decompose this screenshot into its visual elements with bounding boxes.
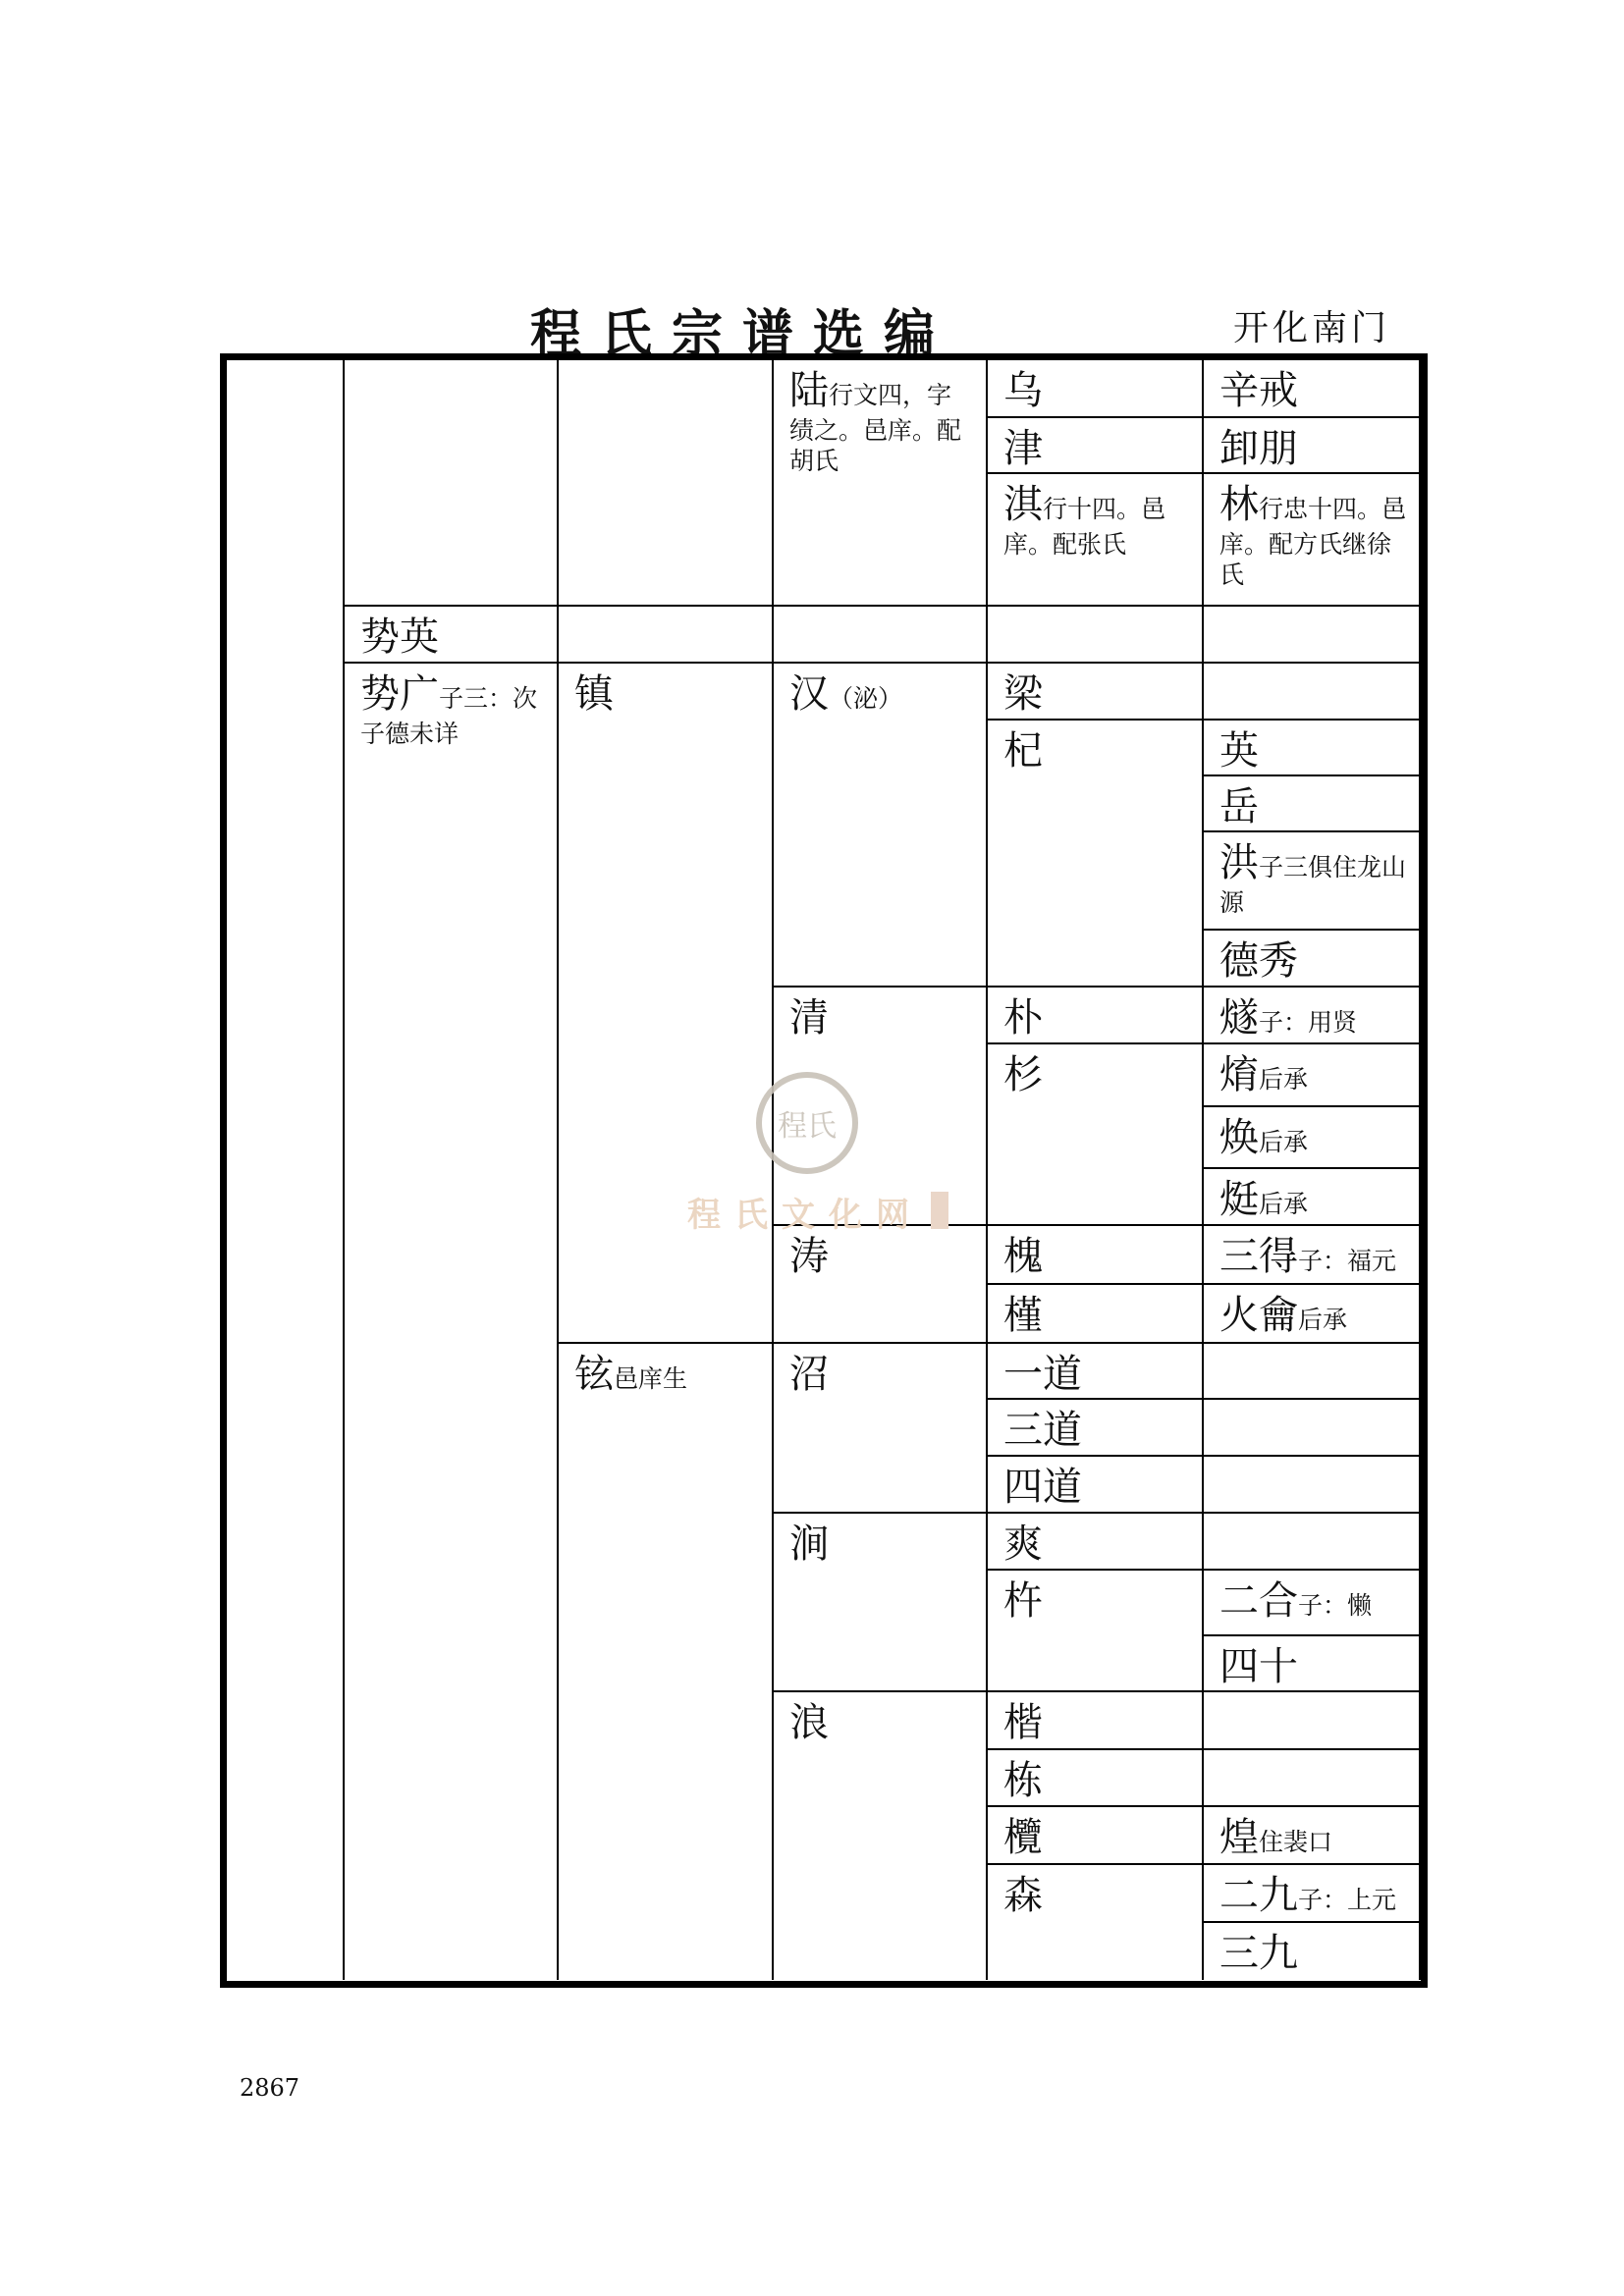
table-cell [772, 360, 986, 605]
person-note: 子：用贤 [1259, 1008, 1358, 1037]
table-cell [1202, 929, 1421, 986]
person-name: 镇 [574, 671, 614, 717]
person-note: 子：上元 [1298, 1886, 1397, 1914]
person-name: 槿 [1003, 1293, 1043, 1338]
watermark-stamp [931, 1192, 948, 1229]
person-note: 后承 [1259, 1065, 1309, 1094]
person-note: 后承 [1259, 1128, 1309, 1156]
person-note: 后承 [1298, 1306, 1348, 1334]
table-cell [772, 1512, 986, 1690]
table-cell [1202, 1748, 1421, 1805]
table-cell [986, 1042, 1202, 1224]
table-cell [986, 1342, 1202, 1398]
table-cell [1202, 605, 1421, 662]
person-note: 行忠十四。邑庠。配方氏继徐氏 [1219, 495, 1407, 590]
table-cell [1202, 1224, 1421, 1283]
person-note: 子：福元 [1298, 1247, 1397, 1275]
table-cell [986, 472, 1202, 605]
table-cell [986, 719, 1202, 986]
table-cell [986, 1805, 1202, 1863]
table-cell [1202, 1690, 1421, 1748]
person-name: 煌 [1219, 1815, 1259, 1860]
person-note: 子：懒 [1298, 1591, 1373, 1620]
table-cell [986, 1455, 1202, 1512]
person-name: 二合 [1219, 1578, 1298, 1624]
table-cell [343, 360, 557, 605]
person-name: 洪 [1219, 840, 1259, 885]
person-name: 涛 [789, 1234, 829, 1279]
table-cell [986, 1398, 1202, 1455]
person-name: 涧 [789, 1522, 829, 1567]
table-cell [772, 1224, 986, 1342]
person-name: 欖 [1003, 1815, 1043, 1860]
person-name: 焕 [1219, 1115, 1259, 1160]
person-name: 火龠 [1219, 1293, 1298, 1338]
person-note: 行文四，字绩之。邑庠。配胡氏 [789, 381, 962, 476]
table-cell [1202, 1042, 1421, 1105]
person-name: 三道 [1003, 1408, 1082, 1453]
branch-subtitle: 开化南门 [1233, 308, 1391, 348]
person-name: 杞 [1003, 728, 1043, 774]
person-name: 卸朋 [1219, 426, 1298, 471]
person-name: 三九 [1219, 1931, 1298, 1976]
person-name: 陆 [789, 368, 829, 413]
person-note: 邑庠生 [614, 1364, 688, 1393]
table-cell [557, 662, 772, 1342]
person-name: 二九 [1219, 1873, 1298, 1918]
table-cell [1202, 1805, 1421, 1863]
table-cell [986, 360, 1202, 416]
table-cell [1202, 1283, 1421, 1342]
person-name: 岳 [1219, 784, 1259, 829]
table-cell [986, 416, 1202, 472]
person-name: 森 [1003, 1873, 1043, 1918]
table-cell [986, 1512, 1202, 1569]
person-name: 杵 [1003, 1578, 1043, 1624]
table-cell [1202, 1455, 1421, 1512]
person-name: 爽 [1003, 1522, 1043, 1567]
table-cell [1202, 830, 1421, 929]
person-name: 杉 [1003, 1052, 1043, 1097]
person-note: 子三：次子德未详 [360, 684, 538, 748]
table-cell [986, 1863, 1202, 1980]
table-cell [557, 1342, 772, 1980]
page-number: 2867 [240, 2074, 300, 2102]
person-name: 梁 [1003, 671, 1043, 717]
table-cell [1202, 1167, 1421, 1224]
table-cell [1202, 1921, 1421, 1980]
person-name: 辛戒 [1219, 368, 1298, 413]
table-cell [1202, 774, 1421, 830]
person-name: 势英 [360, 614, 439, 660]
table-cell [1202, 472, 1421, 605]
person-name: 清 [789, 995, 829, 1041]
table-cell [557, 605, 772, 662]
table-cell [1202, 1634, 1421, 1690]
table-cell [986, 1748, 1202, 1805]
table-cell [1202, 719, 1421, 774]
table-cell [1202, 1342, 1421, 1398]
document-title: 程氏宗谱选编 [530, 305, 955, 364]
person-note: （泌） [829, 684, 903, 713]
person-name: 楷 [1003, 1700, 1043, 1745]
person-name: 槐 [1003, 1234, 1043, 1279]
table-cell [772, 1690, 986, 1980]
watermark-seal: 程氏 [756, 1072, 858, 1174]
person-name: 焴 [1219, 1052, 1259, 1097]
person-name: 四道 [1003, 1465, 1082, 1510]
person-name: 烶 [1219, 1177, 1259, 1222]
watermark-text: 程氏文化网 [687, 1196, 923, 1235]
table-cell [1202, 1105, 1421, 1167]
table-cell [772, 662, 986, 986]
table-cell [343, 605, 557, 662]
table-cell [1202, 1512, 1421, 1569]
person-name: 英 [1219, 728, 1259, 774]
person-name: 栋 [1003, 1758, 1043, 1803]
table-cell [1202, 360, 1421, 416]
table-cell [1202, 1863, 1421, 1921]
person-name: 一道 [1003, 1352, 1082, 1397]
person-name: 三得 [1219, 1234, 1298, 1279]
person-name: 淇 [1003, 482, 1043, 527]
table-cell [986, 1283, 1202, 1342]
person-name: 四十 [1219, 1644, 1298, 1689]
person-name: 汉 [789, 671, 829, 717]
table-cell [1202, 986, 1421, 1042]
table-cell [986, 605, 1202, 662]
person-name: 浪 [789, 1700, 829, 1745]
table-cell [986, 662, 1202, 719]
table-cell [986, 1569, 1202, 1690]
person-name: 林 [1219, 482, 1259, 527]
person-name: 德秀 [1219, 938, 1298, 984]
person-note: 子三俱住龙山源 [1219, 853, 1407, 917]
table-cell [1202, 1569, 1421, 1634]
table-cell [343, 662, 557, 1980]
person-note: 后承 [1259, 1190, 1309, 1218]
person-name: 津 [1003, 426, 1043, 471]
table-cell [986, 986, 1202, 1042]
table-cell [1202, 1398, 1421, 1455]
table-cell [986, 1224, 1202, 1283]
table-cell [557, 360, 772, 605]
table-cell [1202, 416, 1421, 472]
table-cell [772, 605, 986, 662]
person-note: 住裴口 [1259, 1828, 1333, 1856]
person-name: 势广 [360, 671, 439, 717]
person-name: 燧 [1219, 995, 1259, 1041]
person-note: 行十四。邑庠。配张氏 [1003, 495, 1166, 559]
person-name: 铉 [574, 1352, 614, 1397]
table-cell [1202, 662, 1421, 719]
person-name: 沼 [789, 1352, 829, 1397]
person-name: 乌 [1003, 368, 1043, 413]
table-cell [772, 1342, 986, 1512]
person-name: 朴 [1003, 995, 1043, 1041]
table-cell [986, 1690, 1202, 1748]
